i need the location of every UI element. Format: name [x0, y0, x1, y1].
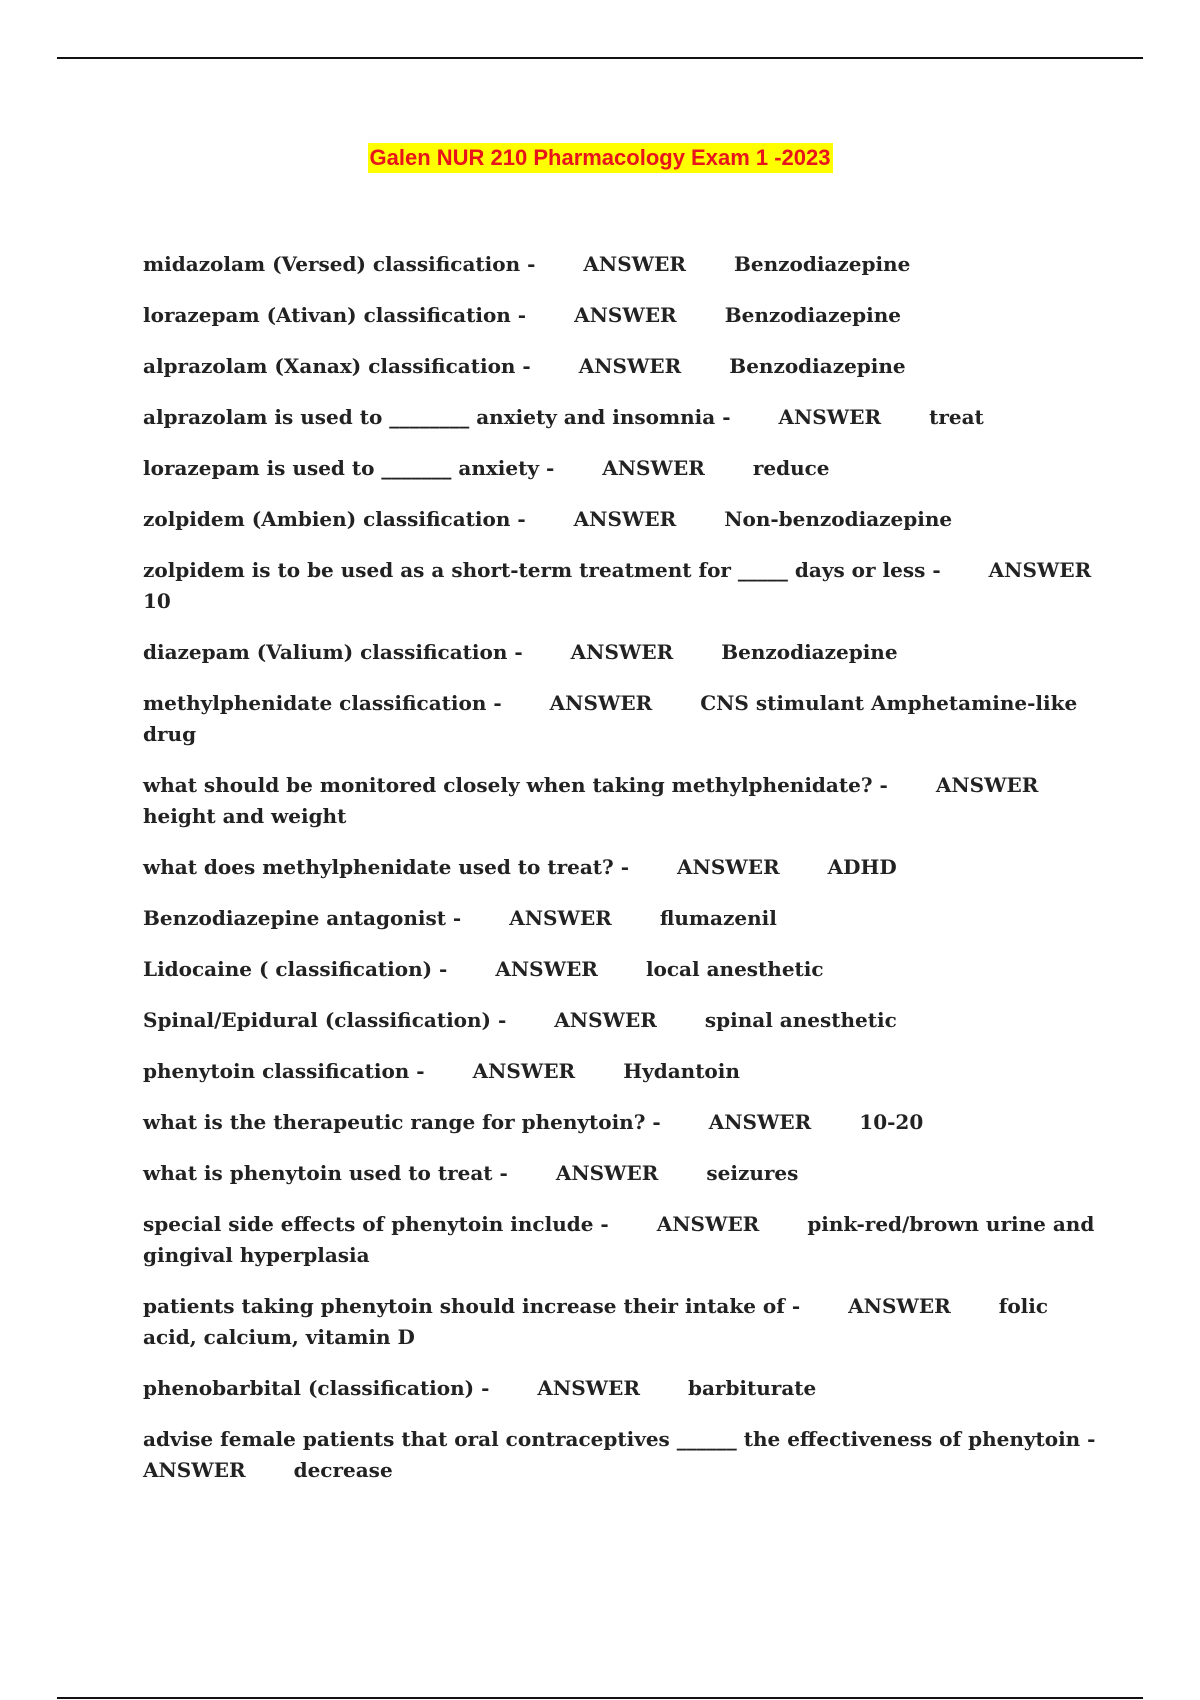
qa-item: [143, 1158, 1103, 1189]
answer-label: ANSWER: [509, 906, 612, 930]
qa-item: [143, 1056, 1103, 1087]
answer: ADHD: [827, 855, 897, 879]
answer-label: ANSWER: [555, 1161, 659, 1185]
qa-item: [143, 249, 1103, 280]
answer: Benzodiazepine: [729, 354, 906, 378]
question: alprazolam (Xanax) classification -: [143, 354, 531, 378]
qa-item: [143, 903, 1103, 934]
document-title: Galen NUR 210 Pharmacology Exam 1 -2023: [368, 143, 833, 173]
question: what is the therapeutic range for phenytoin? -: [143, 1110, 661, 1134]
question: phenobarbital (classification) -: [143, 1376, 490, 1400]
answer: spinal anesthetic: [704, 1008, 897, 1032]
question: what should be monitored closely when taking methylphenidate? -: [143, 773, 888, 797]
answer-label: ANSWER: [574, 303, 677, 327]
question: phenytoin classification -: [143, 1059, 425, 1083]
answer-label: ANSWER: [573, 507, 677, 531]
qa-item: [143, 1424, 1103, 1486]
question: zolpidem is to be used as a short-term treatment for _____ days or less -: [143, 558, 941, 582]
answer: pink-red/brown urine and gingival hyperplasia: [143, 1212, 1095, 1267]
answer-label: ANSWER: [578, 354, 682, 378]
question: advise female patients that oral contraceptives ______ the effectiveness of phenytoin -: [143, 1427, 1096, 1451]
question: what is phenytoin used to treat -: [143, 1161, 508, 1185]
answer: folic acid, calcium, vitamin D: [143, 1294, 1049, 1349]
qa-item: [143, 504, 1103, 535]
answer-label: ANSWER: [778, 405, 882, 429]
answer: Hydantoin: [623, 1059, 740, 1083]
question: lorazepam is used to _______ anxiety -: [143, 456, 555, 480]
question: patients taking phenytoin should increase their intake of -: [143, 1294, 801, 1318]
question: alprazolam is used to ________ anxiety and insomnia -: [143, 405, 731, 429]
qa-item: [143, 852, 1103, 883]
qa-item: [143, 1107, 1103, 1138]
qa-list: [143, 249, 1103, 1506]
qa-item: [143, 453, 1103, 484]
answer-label: ANSWER: [988, 558, 1092, 582]
qa-item: [143, 1005, 1103, 1036]
answer: 10: [143, 589, 171, 613]
question: methylphenidate classification -: [143, 691, 502, 715]
qa-item: [143, 637, 1103, 668]
answer: local anesthetic: [645, 957, 824, 981]
answer: treat: [929, 405, 984, 429]
question: special side effects of phenytoin include -: [143, 1212, 609, 1236]
qa-item: [143, 1291, 1103, 1353]
answer-label: ANSWER: [143, 1458, 246, 1482]
answer: Benzodiazepine: [724, 303, 902, 327]
answer-label: ANSWER: [935, 773, 1039, 797]
answer: height and weight: [143, 804, 347, 828]
answer-label: ANSWER: [472, 1059, 576, 1083]
top-rule: [57, 57, 1143, 59]
question: Spinal/Epidural (classification) -: [143, 1008, 507, 1032]
qa-item: [143, 351, 1103, 382]
qa-item: [143, 300, 1103, 331]
answer: Benzodiazepine: [733, 252, 911, 276]
answer: seizures: [706, 1161, 799, 1185]
answer-label: ANSWER: [549, 691, 653, 715]
bottom-rule: [57, 1697, 1143, 1699]
qa-item: [143, 1209, 1103, 1271]
qa-item: [143, 770, 1103, 832]
answer-label: ANSWER: [537, 1376, 640, 1400]
question: what does methylphenidate used to treat? -: [143, 855, 630, 879]
qa-item: [143, 954, 1103, 985]
question: Benzodiazepine antagonist -: [143, 906, 462, 930]
answer-label: ANSWER: [848, 1294, 951, 1318]
title-container: [0, 143, 1200, 173]
question: lorazepam (Ativan) classification -: [143, 303, 527, 327]
answer-label: ANSWER: [656, 1212, 760, 1236]
answer-label: ANSWER: [554, 1008, 657, 1032]
question: midazolam (Versed) classification -: [143, 252, 536, 276]
qa-item: [143, 1373, 1103, 1404]
answer: reduce: [752, 456, 830, 480]
answer-label: ANSWER: [677, 855, 780, 879]
answer-label: ANSWER: [495, 957, 598, 981]
answer-label: ANSWER: [602, 456, 705, 480]
qa-item: [143, 402, 1103, 433]
question: zolpidem (Ambien) classification -: [143, 507, 526, 531]
question: diazepam (Valium) classification -: [143, 640, 523, 664]
qa-item: [143, 688, 1103, 750]
answer: decrease: [293, 1458, 393, 1482]
question: Lidocaine ( classification) -: [143, 957, 448, 981]
answer: CNS stimulant Amphetamine-like drug: [143, 691, 1078, 746]
answer: flumazenil: [659, 906, 777, 930]
answer-label: ANSWER: [583, 252, 686, 276]
answer-label: ANSWER: [570, 640, 674, 664]
answer-label: ANSWER: [708, 1110, 812, 1134]
answer: barbiturate: [687, 1376, 817, 1400]
answer: 10-20: [859, 1110, 924, 1134]
qa-item: [143, 555, 1103, 617]
answer: Benzodiazepine: [721, 640, 898, 664]
answer: Non-benzodiazepine: [724, 507, 953, 531]
